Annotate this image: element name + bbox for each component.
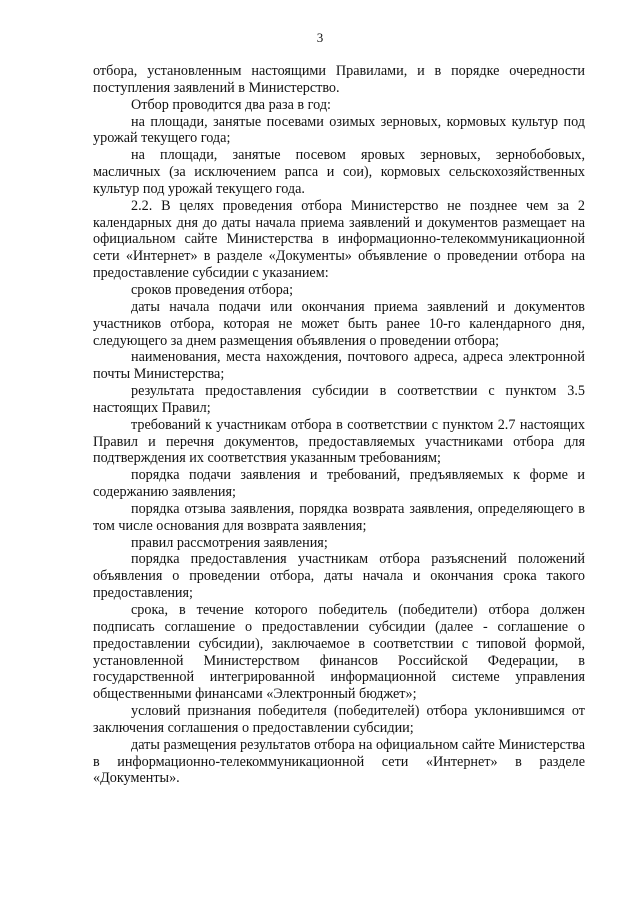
paragraph: правил рассмотрения заявления; [131,534,328,551]
paragraph: результата предоставления субсидии в соответствии с пунктом 3.5 настоящих Правил; [93,383,585,416]
paragraph: порядка отзыва заявления, порядка возврата заявления, определяющего в том числе основания для возврата заявления; [93,500,585,534]
paragraph: даты начала подачи или окончания приема заявлений и документов участников отбора, которая не может быть ранее 10-го календарного дня, следующего за днем размещения объявления о проведении отбора; [93,298,585,349]
paragraph: требований к участникам отбора в соответствии с пунктом 2.7 настоящих Правил и перечня документов, предоставляемых участниками отбора для подтверждения их соответствия указанным требованиям; [93,416,585,467]
paragraph: даты размещения результатов отбора на официальном сайте Министерства в информационно-телекоммуникационной сети «Интернет» в разделе «Документы». [93,736,585,787]
paragraph: порядка подачи заявления и требований, предъявляемых к форме и содержанию заявления; [93,467,585,501]
body-text [93,63,585,787]
paragraph: порядка предоставления участникам отбора разъяснений положений объявления о проведении отбора, даты начала и окончания срока такого предоставления; [93,551,585,602]
page-number: 3 [316,30,324,45]
paragraph: на площади, занятые посевом яровых зерновых, зернобобовых, масличных (за исключением рапса и сои), кормовых сельскохозяйственных культур под урожай текущего года. [93,147,585,197]
paragraph: условий признания победителя (победителей) отбора уклонившимся от заключения соглашения о предоставлении субсидии; [93,703,585,736]
paragraph: 2.2. В целях проведения отбора Министерство не позднее чем за 2 календарных дня до даты начала приема заявлений и документов размещает на официальном сайте Министерства в информационно-телекоммуникационной сети «Интернет» в разделе «Документы» объявление о проведении отбора на предоставление субсидии с указанием: [93,197,585,282]
paragraph: на площади, занятые посевами озимых зерновых, кормовых культур под урожай текущего года; [93,113,585,147]
paragraph: Отбор проводится два раза в год: [131,96,331,113]
paragraph: отбора, установленным настоящими Правилами, и в порядке очередности поступления заявлений в Министерство. [93,63,585,96]
paragraph: наименования, места нахождения, почтового адреса, адреса электронной почты Министерства; [93,349,585,383]
paragraph: сроков проведения отбора; [131,281,294,298]
paragraph: срока, в течение которого победитель (победители) отбора должен подписать соглашение о предоставлении субсидии (далее - соглашение о предоставлении субсидии), заключаемое в соответствии с типовой формой, установленной Министерством финансов Российской Федерации, в государственной интегрированной информационной системе управления общественными финансами «Электронный бюджет»; [93,602,585,703]
